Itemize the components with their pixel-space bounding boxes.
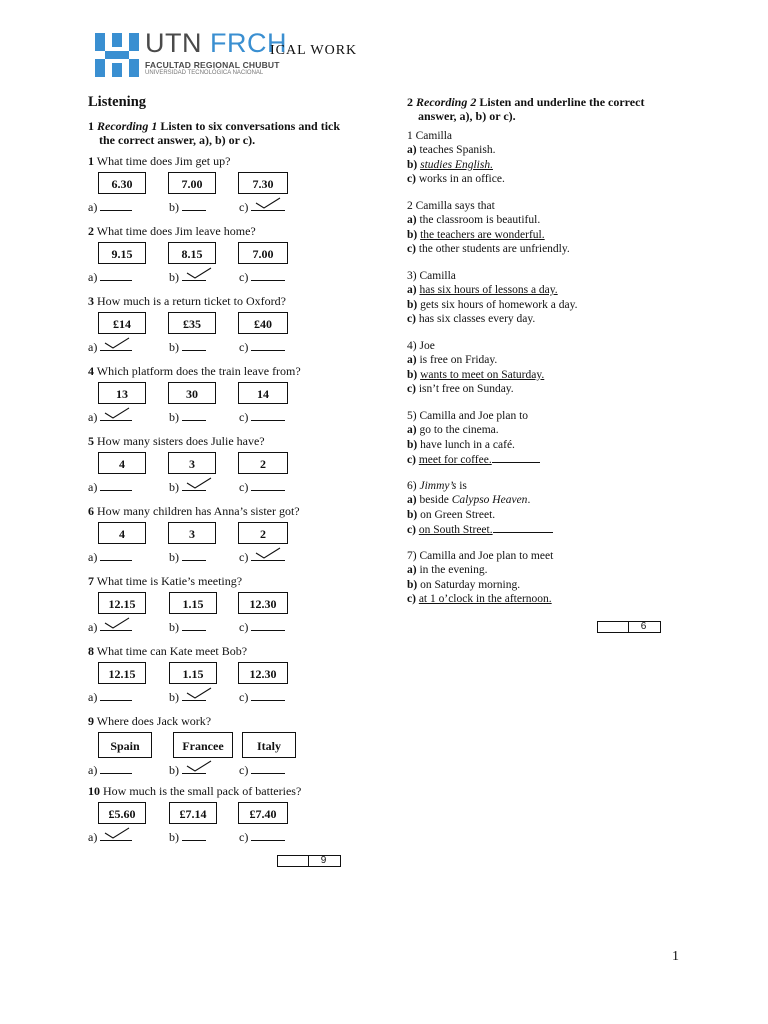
part2-item-7-heading: 7) Camilla and Joe plan to meet (407, 550, 554, 562)
tick-mark-icon (186, 476, 212, 490)
question-8-answer-c[interactable]: c) (239, 689, 285, 705)
question-2-option-c: 7.00 (238, 242, 288, 264)
logo-wordmark: UTN FRCH (145, 28, 288, 58)
part1-instruction-line2: the correct answer, a), b) or c). (99, 133, 256, 147)
question-6-answer-b[interactable]: b) (169, 549, 206, 565)
part2-score: 6 (640, 621, 647, 632)
page-number: 1 (672, 949, 679, 964)
question-10-option-c: £7.40 (238, 802, 288, 824)
part2-item-6-heading: 6) Jimmy’s is (407, 480, 467, 492)
question-6-text: 6 How many children has Anna’s sister got? (88, 504, 300, 518)
part2-item-1-option-a[interactable]: a) teaches Spanish. (407, 144, 496, 157)
question-5-answer-a[interactable]: a) (88, 479, 132, 495)
question-4-option-b: 30 (168, 382, 216, 404)
logo-subtitle-2: UNIVERSIDAD TECNOLÓGICA NACIONAL (145, 70, 264, 76)
tick-mark-icon (186, 266, 212, 280)
question-1-option-a: 6.30 (98, 172, 146, 194)
question-2-answer-b[interactable]: b) (169, 269, 206, 285)
question-9-option-b: Francee (173, 732, 233, 758)
question-4-option-c: 14 (238, 382, 288, 404)
question-5-option-c: 2 (238, 452, 288, 474)
question-6-option-b: 3 (168, 522, 216, 544)
question-7-option-a: 12.15 (98, 592, 146, 614)
part2-item-4-option-c[interactable]: c) isn’t free on Sunday. (407, 382, 514, 395)
question-3-option-a: £14 (98, 312, 146, 334)
question-3-answer-c[interactable]: c) (239, 339, 285, 355)
question-9-answer-b[interactable]: b) (169, 762, 206, 778)
tick-mark-icon (255, 196, 281, 210)
part2-item-1-option-c[interactable]: c) works in an office. (407, 172, 505, 185)
question-1-option-b: 7.00 (168, 172, 216, 194)
question-3-text: 3 How much is a return ticket to Oxford? (88, 294, 286, 308)
part2-item-5-option-c[interactable]: c) meet for coffee. (407, 453, 540, 466)
part2-item-7-option-b[interactable]: b) on Saturday morning. (407, 578, 521, 591)
part1-instruction: 1 Recording 1 Listen to six conversations and tick (88, 119, 341, 133)
question-1-answer-b[interactable]: b) (169, 199, 206, 215)
question-3-option-b: £35 (168, 312, 216, 334)
question-9-answer-c[interactable]: c) (239, 762, 285, 778)
question-2-option-b: 8.15 (168, 242, 216, 264)
tick-mark-icon (104, 406, 130, 420)
question-4-answer-b[interactable]: b) (169, 409, 206, 425)
question-10-text: 10 How much is the small pack of batteries? (88, 784, 302, 798)
question-5-option-b: 3 (168, 452, 216, 474)
question-5-option-a: 4 (98, 452, 146, 474)
question-7-answer-c[interactable]: c) (239, 619, 285, 635)
question-9-answer-a[interactable]: a) (88, 762, 132, 778)
part2-item-4-heading: 4) Joe (407, 340, 435, 352)
section-title: Listening (88, 94, 147, 110)
part2-item-2-option-c[interactable]: c) the other students are unfriendly. (407, 242, 570, 255)
question-10-option-b: £7.14 (169, 802, 217, 824)
question-6-answer-c[interactable]: c) (239, 549, 285, 565)
question-9-option-c: Italy (242, 732, 296, 758)
part2-item-3-option-c[interactable]: c) has six classes every day. (407, 312, 536, 325)
part2-item-6-option-c[interactable]: c) on South Street. (407, 523, 553, 536)
question-4-answer-a[interactable]: a) (88, 409, 132, 425)
part2-item-3-option-b[interactable]: b) gets six hours of homework a day. (407, 298, 578, 311)
part2-item-5-option-b[interactable]: b) have lunch in a café. (407, 438, 515, 451)
tick-mark-icon (186, 759, 212, 773)
logo-subtitle: FACULTAD REGIONAL CHUBUT (145, 60, 280, 70)
question-6-answer-a[interactable]: a) (88, 549, 132, 565)
part2-item-2-heading: 2 Camilla says that (407, 200, 495, 212)
part2-item-4-option-a[interactable]: a) is free on Friday. (407, 354, 498, 367)
question-8-answer-b[interactable]: b) (169, 689, 206, 705)
question-6-option-a: 4 (98, 522, 146, 544)
tick-mark-icon (104, 336, 130, 350)
question-7-option-c: 12.30 (238, 592, 288, 614)
part2-instruction: 2 Recording 2 Listen and underline the correct (407, 95, 645, 109)
question-4-answer-c[interactable]: c) (239, 409, 285, 425)
question-9-option-a: Spain (98, 732, 152, 758)
part2-item-6-option-b[interactable]: b) on Green Street. (407, 508, 496, 521)
question-3-answer-a[interactable]: a) (88, 339, 132, 355)
question-10-answer-b[interactable]: b) (169, 829, 206, 845)
part2-item-1-heading: 1 Camilla (407, 130, 453, 142)
question-5-answer-c[interactable]: c) (239, 479, 285, 495)
part2-item-3-option-a[interactable]: a) has six hours of lessons a day. (407, 284, 558, 297)
tick-mark-icon (186, 686, 212, 700)
question-2-option-a: 9.15 (98, 242, 146, 264)
question-4-text: 4 Which platform does the train leave from? (88, 364, 301, 378)
question-2-answer-a[interactable]: a) (88, 269, 132, 285)
part2-item-6-option-a[interactable]: a) beside Calypso Heaven. (407, 494, 531, 507)
part2-item-1-option-b[interactable]: b) studies English. (407, 158, 493, 171)
part2-item-5-heading: 5) Camilla and Joe plan to (407, 410, 529, 422)
question-1-text: 1 What time does Jim get up? (88, 154, 231, 168)
question-7-answer-a[interactable]: a) (88, 619, 132, 635)
question-8-option-b: 1.15 (169, 662, 217, 684)
question-1-option-c: 7.30 (238, 172, 288, 194)
question-10-answer-a[interactable]: a) (88, 829, 132, 845)
tick-mark-icon (104, 616, 130, 630)
tick-mark-icon (255, 546, 281, 560)
question-1-answer-c[interactable]: c) (239, 199, 285, 215)
question-5-answer-b[interactable]: b) (169, 479, 206, 495)
question-5-text: 5 How many sisters does Julie have? (88, 434, 265, 448)
part1-score-box (277, 855, 341, 867)
question-8-text: 8 What time can Kate meet Bob? (88, 644, 248, 658)
question-8-answer-a[interactable]: a) (88, 689, 132, 705)
question-10-option-a: £5.60 (98, 802, 146, 824)
part2-item-7-option-a[interactable]: a) in the evening. (407, 564, 488, 577)
question-9-text: 9 Where does Jack work? (88, 714, 212, 728)
page-header-title: ICAL WORK (270, 43, 358, 58)
part2-item-2-option-b[interactable]: b) the teachers are wonderful. (407, 228, 545, 241)
utn-logo-icon (95, 33, 139, 77)
part2-item-7-option-c[interactable]: c) at 1 o’clock in the afternoon. (407, 592, 552, 605)
part2-item-3-heading: 3) Camilla (407, 270, 456, 282)
part2-item-2-option-a[interactable]: a) the classroom is beautiful. (407, 214, 541, 227)
part2-item-4-option-b[interactable]: b) wants to meet on Saturday. (407, 368, 545, 381)
part1-score: 9 (320, 855, 327, 866)
question-7-answer-b[interactable]: b) (169, 619, 206, 635)
question-8-option-c: 12.30 (238, 662, 288, 684)
question-7-text: 7 What time is Katie’s meeting? (88, 574, 243, 588)
tick-mark-icon (104, 826, 130, 840)
question-1-answer-a[interactable]: a) (88, 199, 132, 215)
question-7-option-b: 1.15 (169, 592, 217, 614)
question-4-option-a: 13 (98, 382, 146, 404)
question-8-option-a: 12.15 (98, 662, 146, 684)
question-2-text: 2 What time does Jim leave home? (88, 224, 256, 238)
question-10-answer-c[interactable]: c) (239, 829, 285, 845)
part2-score-box (597, 621, 661, 633)
question-6-option-c: 2 (238, 522, 288, 544)
question-3-answer-b[interactable]: b) (169, 339, 206, 355)
question-3-option-c: £40 (238, 312, 288, 334)
part2-item-5-option-a[interactable]: a) go to the cinema. (407, 424, 499, 437)
question-2-answer-c[interactable]: c) (239, 269, 285, 285)
part2-instruction-line2: answer, a), b) or c). (418, 109, 516, 123)
